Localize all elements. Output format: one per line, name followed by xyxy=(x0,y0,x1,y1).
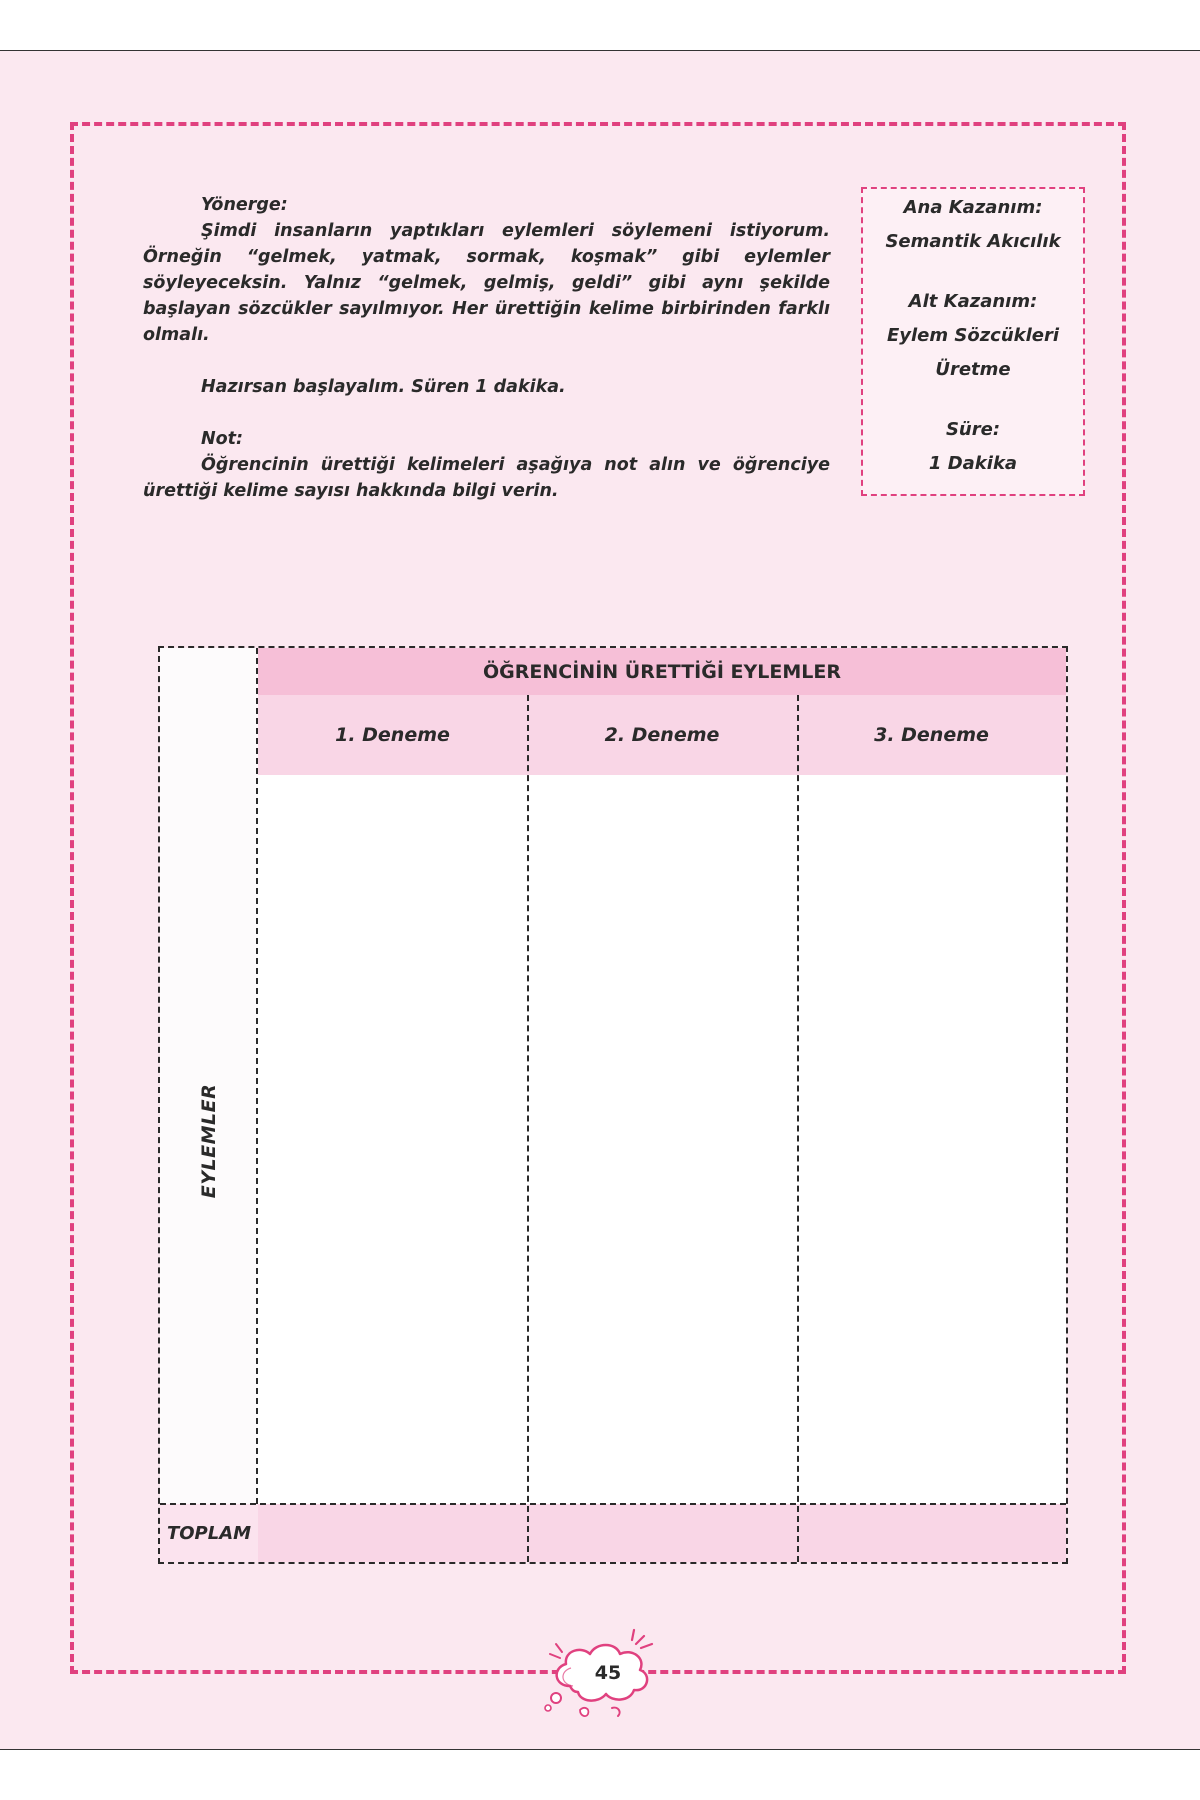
row-label: EYLEMLER xyxy=(198,1083,220,1199)
answer-area xyxy=(258,775,1066,1504)
attempt-1-answer-cell[interactable] xyxy=(258,775,527,1504)
bottom-rule xyxy=(0,1749,1200,1750)
table-header: ÖĞRENCİNİN ÜRETTİĞİ EYLEMLER xyxy=(258,648,1066,695)
learning-outcome-box xyxy=(861,187,1085,496)
main-outcome-value: Semantik Akıcılık xyxy=(885,231,1061,252)
attempt-2-total-cell[interactable] xyxy=(527,1504,797,1562)
instructions-block xyxy=(143,192,830,504)
total-row xyxy=(160,1504,1066,1562)
attempt-1-header: 1. Deneme xyxy=(335,724,450,746)
attempt-3-header: 3. Deneme xyxy=(874,724,989,746)
note-title: Not: xyxy=(201,429,244,449)
sub-outcome-value-line2: Üretme xyxy=(935,359,1011,380)
total-label: TOPLAM xyxy=(160,1504,258,1562)
sub-outcome-value-line1: Eylem Sözcükleri xyxy=(886,325,1060,346)
duration-label: Süre: xyxy=(945,419,1001,440)
row-label-column xyxy=(160,648,258,1504)
note-text: Öğrencinin ürettiği kelimeleri aşağıya not alın ve öğrenciye ürettiği kelime sayısı hakkında bilgi verin. xyxy=(143,455,830,501)
duration-value: 1 Dakika xyxy=(928,453,1018,474)
sub-outcome-label: Alt Kazanım: xyxy=(908,291,1038,312)
attempt-headers xyxy=(258,695,1066,775)
instructions-title: Yönerge: xyxy=(201,195,288,215)
attempt-2-answer-cell[interactable] xyxy=(527,775,797,1504)
attempt-1-total-cell[interactable] xyxy=(258,1504,527,1562)
column-divider xyxy=(797,695,799,1562)
total-row-divider xyxy=(160,1503,1066,1505)
attempt-2-header: 2. Deneme xyxy=(604,724,720,746)
instructions-start: Hazırsan başlayalım. Süren 1 dakika. xyxy=(201,377,566,397)
page-number: 45 xyxy=(594,1662,622,1684)
attempt-3-answer-cell[interactable] xyxy=(797,775,1066,1504)
instructions-paragraph: Şimdi insanların yaptıkları eylemleri söylemeni istiyorum. Örneğin “gelmek, yatmak, sormak, koşmak” gibi eylemler söyleyeceksin. Yalnız “gelmek, gelmiş, geldi” gibi aynı şekilde başlayan sözcükler sayılmıyor. Her ürettiğin kelime birbirinden farklı olmalı. xyxy=(143,221,830,345)
main-outcome-label: Ana Kazanım: xyxy=(903,197,1043,218)
verbs-table xyxy=(158,646,1068,1564)
column-divider xyxy=(527,695,529,1562)
attempt-3-total-cell[interactable] xyxy=(797,1504,1066,1562)
